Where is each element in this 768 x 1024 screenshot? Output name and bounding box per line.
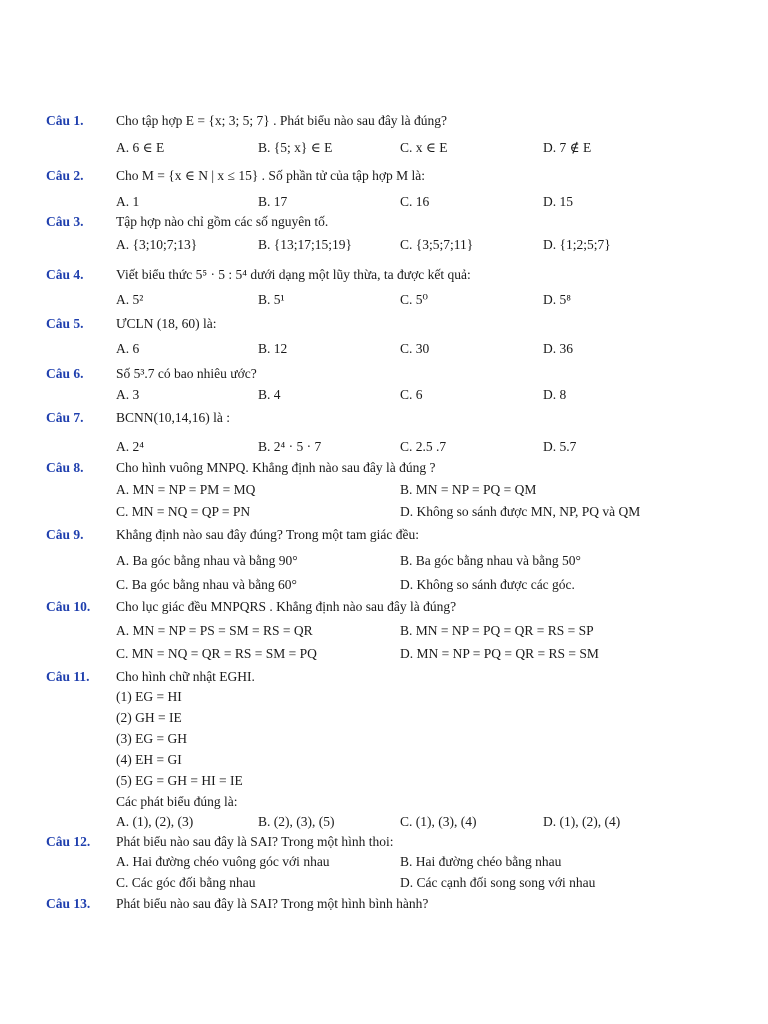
option-d: D. 5.7 [543, 439, 577, 454]
question-number: Câu 2. [46, 168, 84, 183]
option-a: A. MN = NP = PS = SM = RS = QR [116, 623, 313, 638]
option-c: C. MN = NQ = QR = RS = SM = PQ [116, 646, 317, 661]
question-number: Câu 9. [46, 527, 84, 542]
question-text: Khẳng định nào sau đây đúng? Trong một tam giác đều: [116, 527, 419, 542]
option-a: A. 1 [116, 194, 140, 209]
option-a: A. 2⁴ [116, 439, 144, 454]
option-c: C. 30 [400, 341, 430, 356]
option-d: D. {1;2;5;7} [543, 237, 611, 252]
question-text: ƯCLN (18, 60) là: [116, 316, 217, 331]
option-a: A. Hai đường chéo vuông góc với nhau [116, 854, 330, 869]
option-c: C. (1), (3), (4) [400, 814, 477, 829]
option-a: A. 6 ∈ E [116, 140, 165, 155]
question-text: Cho tập hợp E = {x; 3; 5; 7} . Phát biểu nào sau đây là đúng? [116, 113, 448, 128]
question-text: Số 5³.7 có bao nhiêu ước? [116, 366, 257, 381]
option-c: C. 6 [400, 387, 423, 402]
option-d: D. Các cạnh đối song song với nhau [400, 875, 596, 890]
option-d: D. (1), (2), (4) [543, 814, 621, 829]
option-b: B. MN = NP = PQ = QM [400, 482, 537, 497]
option-d: D. 5⁸ [543, 292, 571, 307]
option-d: D. Không so sánh được các góc. [400, 577, 575, 592]
statement-5: (5) EG = GH = HI = IE [116, 773, 243, 788]
option-a: A. 5² [116, 292, 144, 307]
option-a: A. (1), (2), (3) [116, 814, 194, 829]
option-d: D. 15 [543, 194, 573, 209]
option-b: B. 12 [258, 341, 288, 356]
question-text: Cho lục giác đều MNPQRS . Khẳng định nào sau đây là đúng? [116, 599, 457, 614]
question-text: Tập hợp nào chỉ gồm các số nguyên tố. [116, 214, 329, 229]
option-c: C. {3;5;7;11} [400, 237, 474, 252]
question-text: Viết biểu thức 5⁵ · 5 : 5⁴ dưới dạng một lũy thừa, ta được kết quả: [116, 267, 471, 282]
option-b: B. MN = NP = PQ = QR = RS = SP [400, 623, 594, 638]
statement-1: (1) EG = HI [116, 689, 182, 704]
option-b: B. 5¹ [258, 292, 285, 307]
question-number: Câu 12. [46, 834, 91, 849]
option-b: B. 4 [258, 387, 281, 402]
option-c: C. MN = NQ = QP = PN [116, 504, 251, 519]
statement-2: (2) GH = IE [116, 710, 182, 725]
question-text: Phát biểu nào sau đây là SAI? Trong một hình bình hành? [116, 896, 429, 911]
option-d: D. 7 ∉ E [543, 140, 592, 155]
question-text: Phát biểu nào sau đây là SAI? Trong một hình thoi: [116, 834, 394, 849]
question-number: Câu 10. [46, 599, 91, 614]
option-b: B. {13;17;15;19} [258, 237, 352, 252]
question-number: Câu 1. [46, 113, 84, 128]
question-number: Câu 5. [46, 316, 84, 331]
option-b: B. {5; x} ∈ E [258, 140, 333, 155]
option-b: B. Hai đường chéo bằng nhau [400, 854, 562, 869]
option-c: C. 2.5 .7 [400, 439, 447, 454]
option-a: A. Ba góc bằng nhau và bằng 90° [116, 553, 298, 568]
option-b: B. Ba góc bằng nhau và bằng 50° [400, 553, 581, 568]
question-number: Câu 6. [46, 366, 84, 381]
question-number: Câu 7. [46, 410, 84, 425]
option-c: C. 16 [400, 194, 430, 209]
question-text: Cho hình chữ nhật EGHI. [116, 669, 255, 684]
question-number: Câu 11. [46, 669, 90, 684]
question-number: Câu 4. [46, 267, 84, 282]
option-d: D. MN = NP = PQ = QR = RS = SM [400, 646, 599, 661]
question-prompt: Các phát biểu đúng là: [116, 794, 238, 809]
option-c: C. Ba góc bằng nhau và bằng 60° [116, 577, 297, 592]
option-a: A. MN = NP = PM = MQ [116, 482, 256, 497]
option-b: B. 17 [258, 194, 288, 209]
question-number: Câu 8. [46, 460, 84, 475]
question-text: BCNN(10,14,16) là : [116, 410, 230, 425]
option-a: A. 3 [116, 387, 140, 402]
option-b: B. (2), (3), (5) [258, 814, 335, 829]
option-c: C. x ∈ E [400, 140, 448, 155]
option-c: C. Các góc đối bằng nhau [116, 875, 256, 890]
question-text: Cho M = {x ∈ N | x ≤ 15} . Số phần tử của tập hợp M là: [116, 168, 425, 183]
option-b: B. 2⁴ · 5 · 7 [258, 439, 322, 454]
option-c: C. 5⁰ [400, 292, 428, 307]
question-text: Cho hình vuông MNPQ. Khẳng định nào sau đây là đúng ? [116, 460, 436, 475]
option-a: A. 6 [116, 341, 140, 356]
question-number: Câu 13. [46, 896, 91, 911]
statement-3: (3) EG = GH [116, 731, 187, 746]
option-d: D. 8 [543, 387, 567, 402]
option-d: D. Không so sánh được MN, NP, PQ và QM [400, 504, 641, 519]
option-a: A. {3;10;7;13} [116, 237, 198, 252]
statement-4: (4) EH = GI [116, 752, 182, 767]
option-d: D. 36 [543, 341, 573, 356]
question-number: Câu 3. [46, 214, 84, 229]
